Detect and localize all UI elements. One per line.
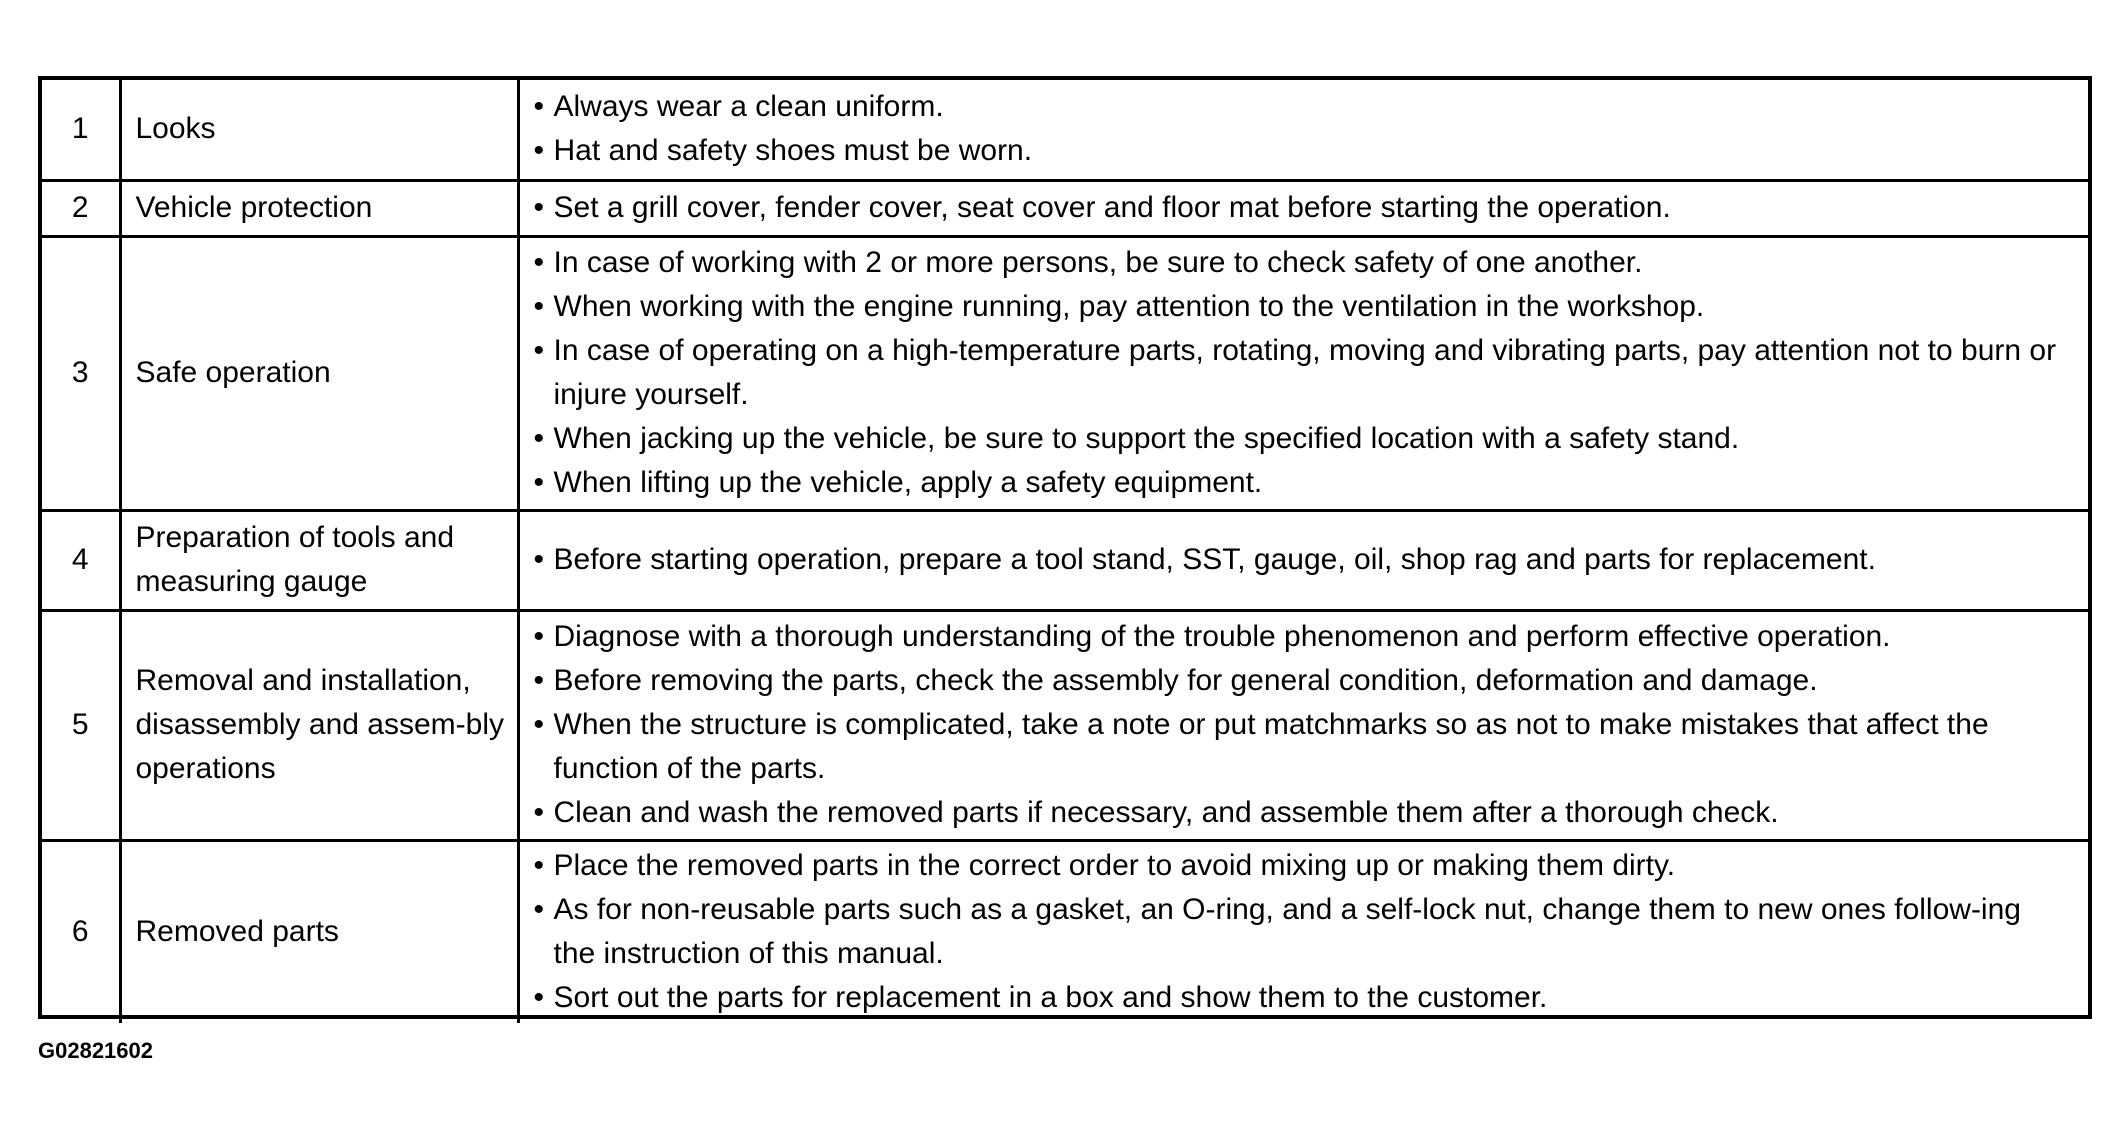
bullet-item: • When working with the engine running, pay attention to the ventilation in the workshop.: [534, 285, 2069, 329]
row-item: Removed parts: [120, 840, 518, 1023]
precautions-table: [42, 80, 2088, 1023]
bullet-item: • Hat and safety shoes must be worn.: [534, 129, 2069, 173]
bullet-list: [534, 186, 2069, 230]
row-number: 6: [42, 840, 120, 1023]
row-number: 3: [42, 236, 120, 510]
table-row: [42, 80, 2088, 180]
figure-id: G02821602: [38, 1038, 153, 1063]
bullet-list: [534, 844, 2069, 1020]
table-row: [42, 510, 2088, 610]
row-number: 4: [42, 510, 120, 610]
bullet-item: • Clean and wash the removed parts if necessary, and assemble them after a thorough check.: [534, 791, 2069, 835]
row-description: [518, 610, 2088, 840]
bullet-item: • Before removing the parts, check the assembly for general condition, deformation and damage.: [534, 659, 2069, 703]
bullet-item: • In case of working with 2 or more persons, be sure to check safety of one another.: [534, 241, 2069, 285]
bullet-item: • Always wear a clean uniform.: [534, 85, 2069, 129]
row-description: [518, 180, 2088, 236]
row-item: Safe operation: [120, 236, 518, 510]
bullet-item: • In case of operating on a high-temperature parts, rotating, moving and vibrating parts, pay attention not to burn or injure yourself.: [534, 329, 2069, 417]
table-row: [42, 236, 2088, 510]
row-number: 5: [42, 610, 120, 840]
row-number: 1: [71, 112, 89, 146]
row-item: Looks: [120, 80, 518, 180]
bullet-list: [534, 85, 2069, 173]
table-row: [42, 610, 2088, 840]
bullet-item: • Sort out the parts for replacement in a box and show them to the customer.: [534, 976, 2069, 1020]
precautions-table-frame: [38, 76, 2092, 1019]
row-description: [518, 840, 2088, 1023]
row-description: [518, 510, 2088, 610]
row-item: Vehicle protection: [120, 180, 518, 236]
bullet-list: [534, 615, 2069, 835]
bullet-item: • Set a grill cover, fender cover, seat cover and floor mat before starting the operation.: [534, 186, 2069, 230]
bullet-item: • When the structure is complicated, take a note or put matchmarks so as not to make mistakes that affect the function of the parts.: [534, 703, 2069, 791]
bullet-list: [534, 538, 2069, 582]
bullet-item: • When lifting up the vehicle, apply a safety equipment.: [534, 461, 2069, 505]
bullet-item: • Place the removed parts in the correct order to avoid mixing up or making them dirty.: [534, 844, 2069, 888]
row-item: Preparation of tools and measuring gauge: [120, 510, 518, 610]
table-row: [42, 180, 2088, 236]
bullet-item: • When jacking up the vehicle, be sure to support the specified location with a safety stand.: [534, 417, 2069, 461]
row-number: 2: [42, 180, 120, 236]
row-description: [518, 236, 2088, 510]
row-item: Removal and installation, disassembly and assem-bly operations: [120, 610, 518, 840]
bullet-item: • Diagnose with a thorough understanding of the trouble phenomenon and perform effective operation.: [534, 615, 2069, 659]
bullet-item: • As for non-reusable parts such as a gasket, an O-ring, and a self-lock nut, change them to new ones follow-ing the instruction of this manual.: [534, 888, 2069, 976]
table-row: [42, 840, 2088, 1023]
bullet-item: • Before starting operation, prepare a tool stand, SST, gauge, oil, shop rag and parts for replacement.: [534, 538, 2069, 582]
row-description: [518, 80, 2088, 180]
bullet-list: [534, 241, 2069, 505]
